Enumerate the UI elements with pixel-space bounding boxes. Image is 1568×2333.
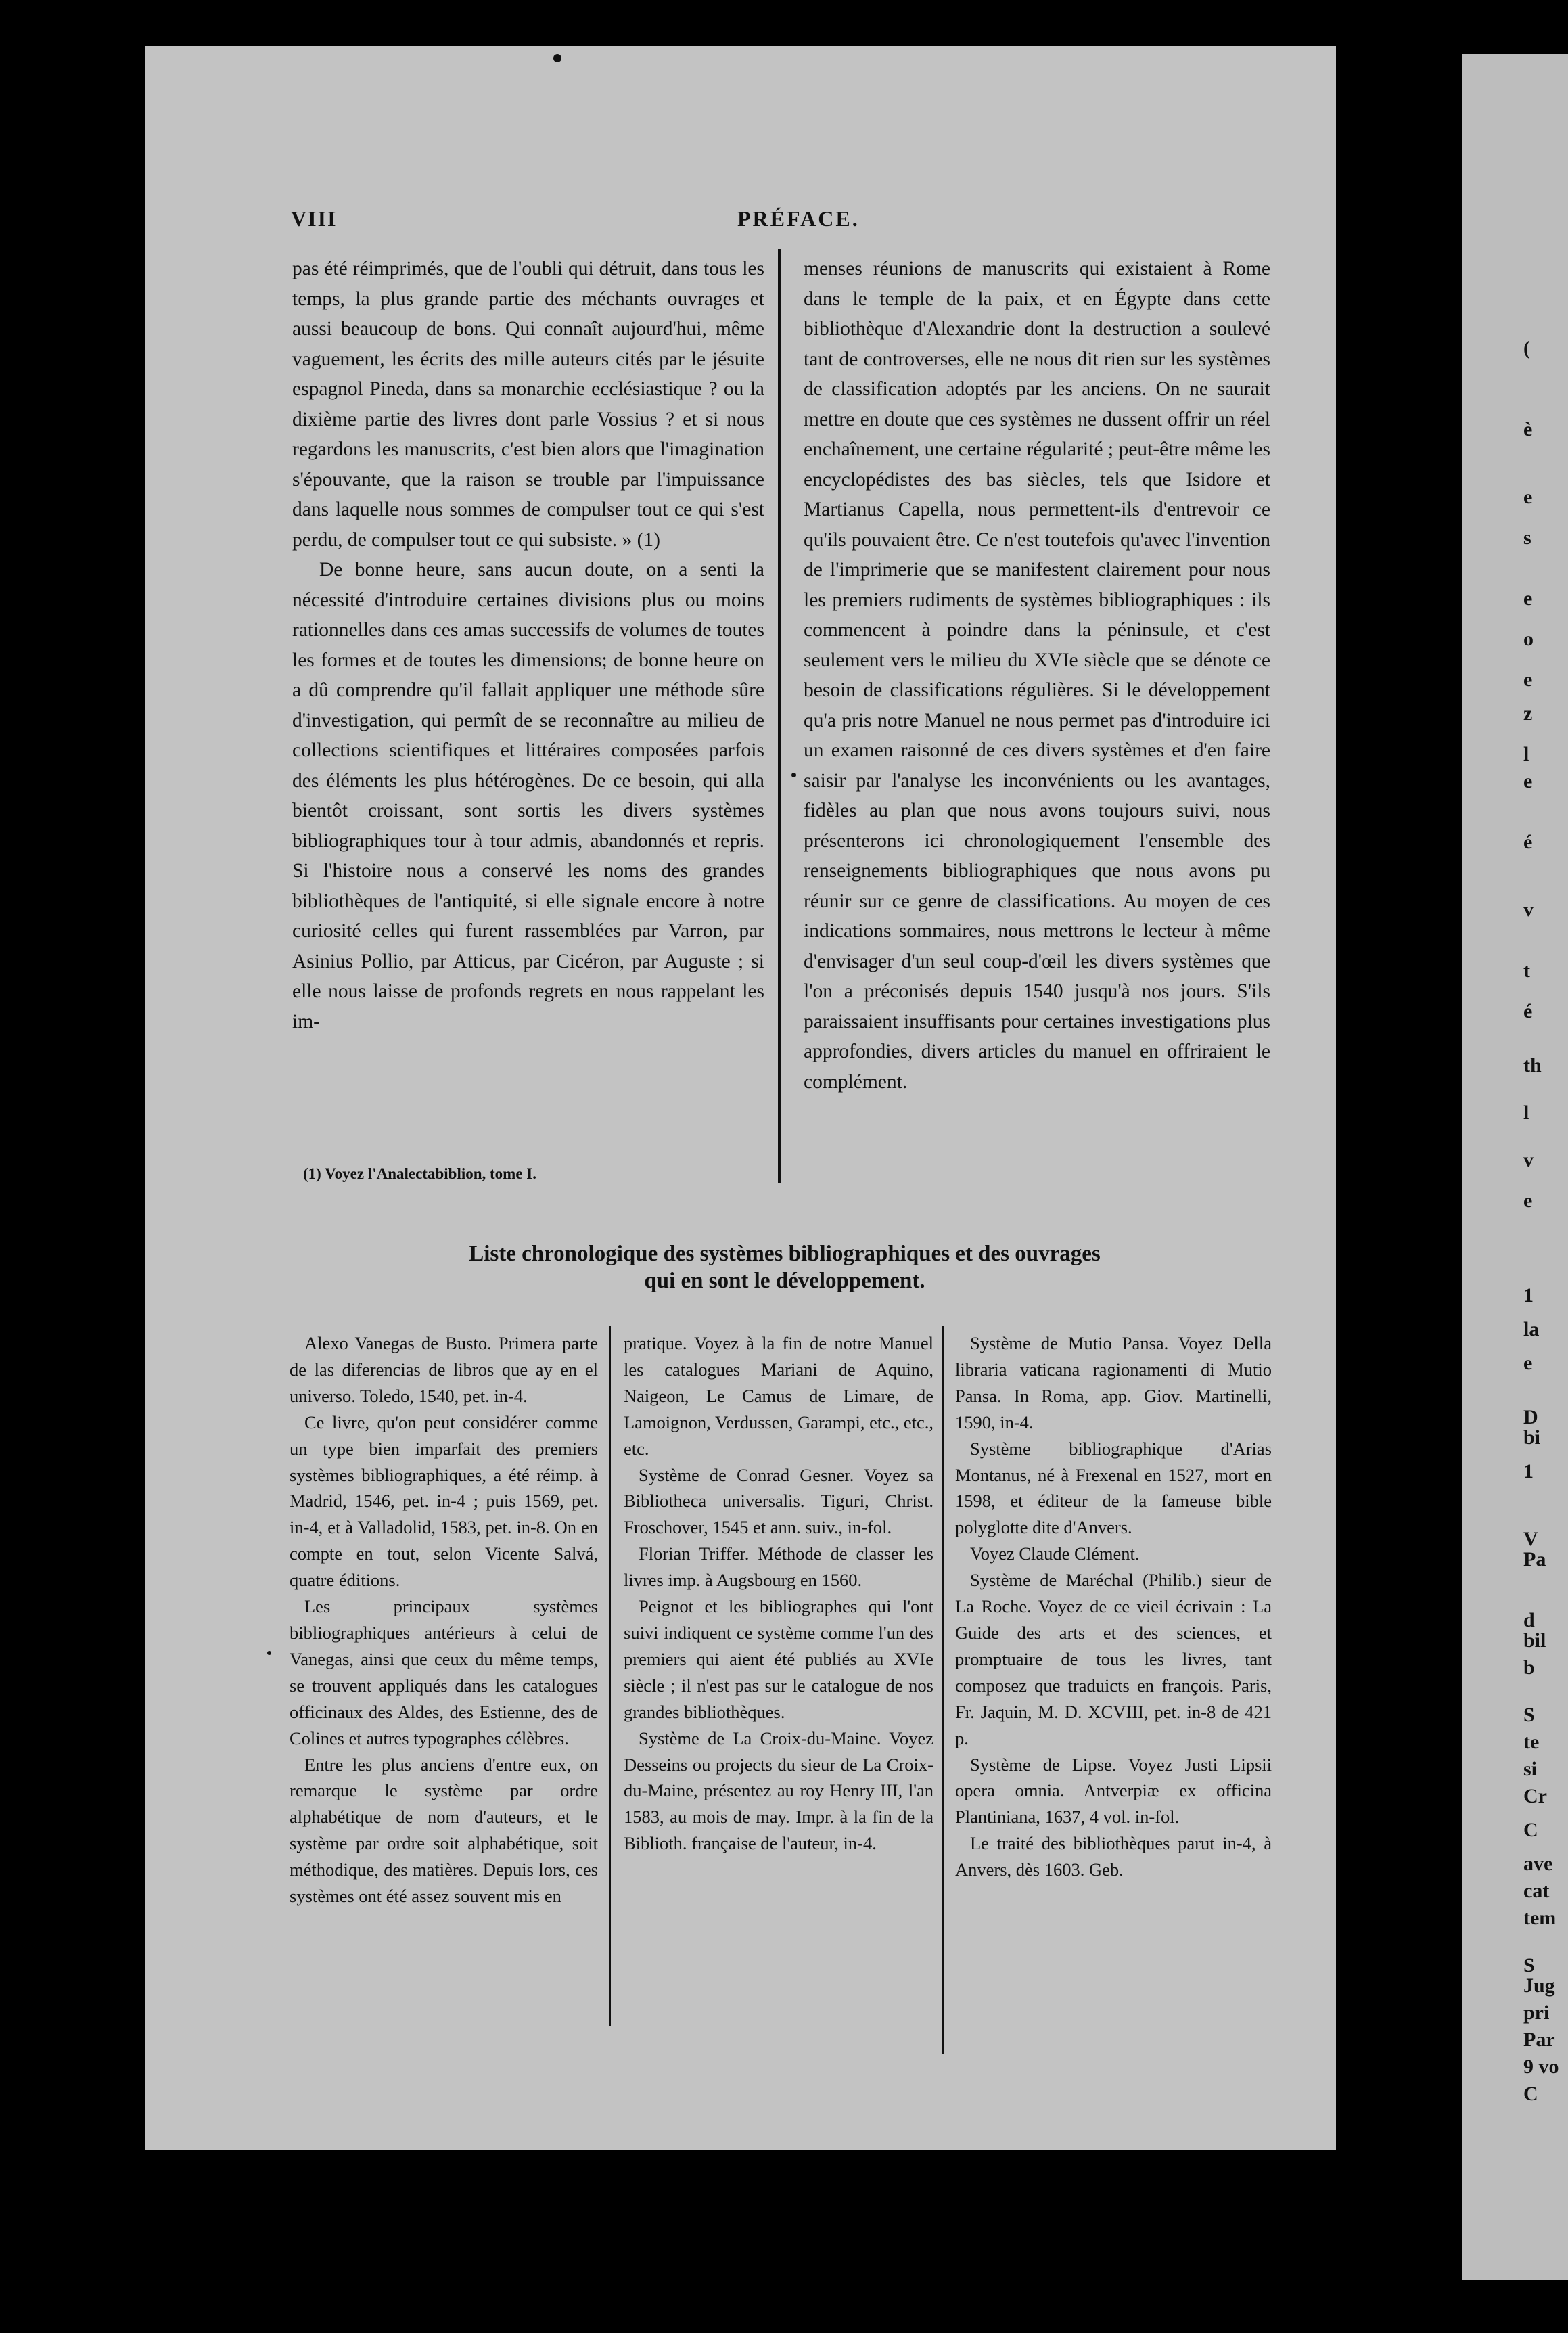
column-rule <box>609 1326 611 2026</box>
column-rule <box>778 249 781 1183</box>
right-page-fragment: bi <box>1523 1426 1541 1449</box>
right-page-fragment: ave <box>1523 1853 1553 1875</box>
list-entry: pratique. Voyez à la fin de notre Manuel les catalogues Mariani de Aquino, Naigeon, Le Camus de Limare, de Lamoignon, Verdussen, Garampi, etc., etc., etc. <box>624 1333 933 1459</box>
right-page-fragment: Pa <box>1523 1548 1546 1570</box>
list-title-line: qui en sont le développement. <box>644 1269 925 1293</box>
right-page-fragment: V <box>1523 1528 1538 1550</box>
top-right-column <box>804 254 1270 1097</box>
right-page-fragment: v <box>1523 899 1534 921</box>
page-number: VIII <box>291 206 338 231</box>
right-page-fragment: Cr <box>1523 1785 1547 1807</box>
right-page-fragment: e <box>1523 587 1533 610</box>
list-entry: Ce livre, qu'on peut considérer comme un type bien imparfait des premiers systèmes bibliographiques, a été réimp. à Madrid, 1546, pet. in-4 ; puis 1569, pet. in-4, et à Valladolid, 1583, pet. in-8. On en compte en tout, selon Vicente Salvá, quatre éditions. <box>290 1411 598 1591</box>
column-rule <box>942 1326 944 2054</box>
right-page-fragment: l <box>1523 1102 1529 1124</box>
right-page-fragment: é <box>1523 831 1533 853</box>
list-entry: Système de Lipse. Voyez Justi Lipsii opera omnia. Antverpiæ ex officina Plantiniana, 1637, 4 vol. in-fol. <box>955 1754 1272 1828</box>
right-page-fragment: e <box>1523 669 1533 691</box>
right-page-fragment: 1 <box>1523 1460 1534 1482</box>
right-page-fragment: e <box>1523 486 1533 508</box>
right-page-fragment: o <box>1523 628 1534 650</box>
right-page-fragment: v <box>1523 1149 1534 1171</box>
right-page-fragment: S <box>1523 1704 1535 1726</box>
list-title <box>291 1240 1278 1294</box>
list-entry: Système de Conrad Gesner. Voyez sa Bibliotheca universalis. Tiguri, Christ. Froschover, 1545 et ann. suiv., in-fol. <box>624 1464 933 1538</box>
right-page-fragment: e <box>1523 1352 1533 1374</box>
list-column-2 <box>624 1330 933 1857</box>
list-column-3 <box>955 1330 1272 1883</box>
right-page-fragment: Par <box>1523 2029 1555 2051</box>
running-title: PRÉFACE. <box>737 206 860 231</box>
right-page-fragment: C <box>1523 1819 1538 1841</box>
list-entry: Alexo Vanegas de Busto. Primera parte de las diferencias de libros que ay en el universo. Toledo, 1540, pet. in-4. <box>290 1333 598 1406</box>
top-left-column <box>292 254 764 1037</box>
right-page-fragment: è <box>1523 418 1533 440</box>
right-page-edge <box>1462 54 1568 2280</box>
ink-speck <box>791 773 796 777</box>
ink-speck <box>553 54 561 62</box>
right-page-fragment: l <box>1523 743 1529 765</box>
right-page-fragment: bil <box>1523 1629 1546 1652</box>
list-entry: Système de Mutio Pansa. Voyez Della libraria vaticana ragionamenti di Mutio Pansa. In Roma, app. Giov. Martinelli, 1590, in-4. <box>955 1333 1272 1432</box>
right-page-fragment: D <box>1523 1406 1538 1428</box>
right-page-fragment: si <box>1523 1758 1538 1780</box>
right-page-fragment: te <box>1523 1731 1540 1753</box>
right-page-fragment: b <box>1523 1656 1535 1679</box>
list-column-1 <box>290 1330 598 1909</box>
list-entry: Le traité des bibliothèques parut in-4, à Anvers, dès 1603. Geb. <box>955 1833 1272 1880</box>
right-page-fragment: Jug <box>1523 1974 1555 1997</box>
right-page-fragment: é <box>1523 1000 1533 1022</box>
list-entry: Système de La Croix-du-Maine. Voyez Desseins ou projects du sieur de La Croix-du-Maine, présentez au roy Henry III, l'an 1583, au mois de may. Impr. à la fin de la Biblioth. française de l'auteur, in-4. <box>624 1727 933 1854</box>
list-entry: Peignot et les bibliographes qui l'ont suivi indiquent ce système comme l'un des premiers qui aient été publiés au XVIe siècle ; il n'est pas sur le catalogue de nos grandes bibliothèques. <box>624 1596 933 1722</box>
right-page-fragment: la <box>1523 1318 1540 1340</box>
list-entry: Florian Triffer. Méthode de classer les livres imp. à Augsbourg en 1560. <box>624 1543 933 1591</box>
ink-speck <box>267 1651 271 1655</box>
paragraph: pas été réimprimés, que de l'oubli qui détruit, dans tous les temps, la plus grande partie des méchants ouvrages et aussi beaucoup de bons. Qui connaît aujourd'hui, même vaguement, les écrits des mille auteurs cités par le jésuite espagnol Pineda, dans sa monarchie ecclésiastique ? ou la dixième partie des livres dont parle Vossius ? et si nous regardons les manuscrits, c'est bien alors que l'imagination s'épouvante, que la raison se trouble par l'impuissance dans laquelle nous sommes de compulser tout ce qui s'est perdu, de compulser tout ce qui subsiste. » (1) <box>292 258 764 551</box>
list-entry: Les principaux systèmes bibliographiques antérieurs à celui de Vanegas, ainsi que ceux du même temps, se trouvent appliqués dans les catalogues officinaux des Aldes, des Estienne, des de Colines et autres typographes célèbres. <box>290 1596 598 1748</box>
list-entry: Voyez Claude Clément. <box>970 1543 1140 1564</box>
footnote: (1) Voyez l'Analectabiblion, tome I. <box>303 1165 536 1182</box>
running-header <box>291 206 1243 233</box>
right-page-fragment: e <box>1523 770 1533 792</box>
right-page-fragment: d <box>1523 1609 1535 1631</box>
right-page-fragment: t <box>1523 959 1530 982</box>
right-page-fragment: ( <box>1523 337 1530 359</box>
paragraph: De bonne heure, sans aucun doute, on a senti la nécessité d'introduire certaines divisions plus ou moins rationnelles dans ces amas successifs de volumes de toutes les formes et de toutes les dimensions; de bonne heure on a dû comprendre qu'il fallait appliquer une méthode sûre d'investigation, qui permît de se reconnaître au milieu de collections scientifiques et littéraires composées parfois des éléments les plus hétérogènes. De ce besoin, qui alla bientôt croissant, sont sortis les divers systèmes bibliographiques tour à tour admis, abandonnés et repris. Si l'histoire nous a conservé les noms des grandes bibliothèques de l'antiquité, si elle signale encore à notre curiosité celles qui furent rassemblées par Varron, par Asinius Pollio, par Atticus, par Cicéron, par Auguste ; si elle nous laisse de profonds regrets en nous rappelant les im- <box>292 559 764 1033</box>
right-page-fragment: 9 vo <box>1523 2056 1559 2078</box>
right-page-fragment: S <box>1523 1954 1535 1976</box>
right-page-fragment: 1 <box>1523 1284 1534 1307</box>
right-page-fragment: pri <box>1523 2001 1550 2024</box>
right-page-fragment: s <box>1523 526 1531 549</box>
right-page-fragment: e <box>1523 1190 1533 1212</box>
list-entry: Entre les plus anciens d'entre eux, on remarque le système par ordre alphabétique de nom d'auteurs, et le système par ordre soit alphabétique, soit méthodique, des matières. Depuis lors, ces systèmes ont été assez souvent mis en <box>290 1754 598 1907</box>
list-entry: Système bibliographique d'Arias Montanus, né à Frexenal en 1527, mort en 1598, et éditeur de la fameuse bible polyglotte dite d'Anvers. <box>955 1438 1272 1538</box>
right-page-fragment: C <box>1523 2083 1538 2105</box>
right-page-fragment: cat <box>1523 1880 1550 1902</box>
right-page-fragment: tem <box>1523 1907 1557 1929</box>
list-entry: Système de Maréchal (Philib.) sieur de La Roche. Voyez de ce vieil écrivain : La Guide des arts et des sciences, et promptuaire de tous les livres, tant composez que traduicts en françois. Paris, Fr. Jaquin, M. D. XCVIII, pet. in-8 de 421 p. <box>955 1570 1272 1748</box>
list-title-line: Liste chronologique des systèmes bibliographiques et des ouvrages <box>469 1242 1101 1266</box>
right-page-fragment: th <box>1523 1054 1542 1077</box>
paragraph: menses réunions de manuscrits qui existaient à Rome dans le temple de la paix, et en Égypte dans cette bibliothèque d'Alexandrie dont la destruction a soulevé tant de controverses, elle ne nous dit rien sur les systèmes de classification adoptés par les anciens. On ne saurait mettre en doute que ces systèmes ne dussent offrir un réel enchaînement, une certaine régularité ; peut-être même les encyclopédistes des bas siècles, tels que Isidore et Martianus Capella, nous permettent-ils d'entrevoir ce qu'ils pouvaient être. Ce n'est toutefois qu'avec l'invention de l'imprimerie que se manifestent clairement pour nous les premiers rudiments de systèmes bibliographiques : ils commencent à poindre dans la péninsule, et c'est seulement vers le milieu du XVIe siècle que se dénote ce besoin de classifications régulières. Si le développement qu'a pris notre Manuel ne nous permet pas d'introduire ici un examen raisonné de ces divers systèmes et d'en faire saisir par l'analyse les inconvénients ou les avantages, fidèles au plan que nous avons toujours suivi, nous présenterons ici chronologiquement l'ensemble des renseignements bibliographiques que nous avons pu réunir sur ce genre de classifications. Au moyen de ces indications sommaires, nous mettrons le lecteur à même d'envisager d'un seul coup-d'œil les divers systèmes que l'on a préconisés depuis 1540 jusqu'à nos jours. S'ils paraissaient insuffisants pour certaines investigations plus approfondies, divers articles du manuel en offriraient le complément. <box>804 258 1270 1093</box>
right-page-fragment: z <box>1523 702 1533 725</box>
